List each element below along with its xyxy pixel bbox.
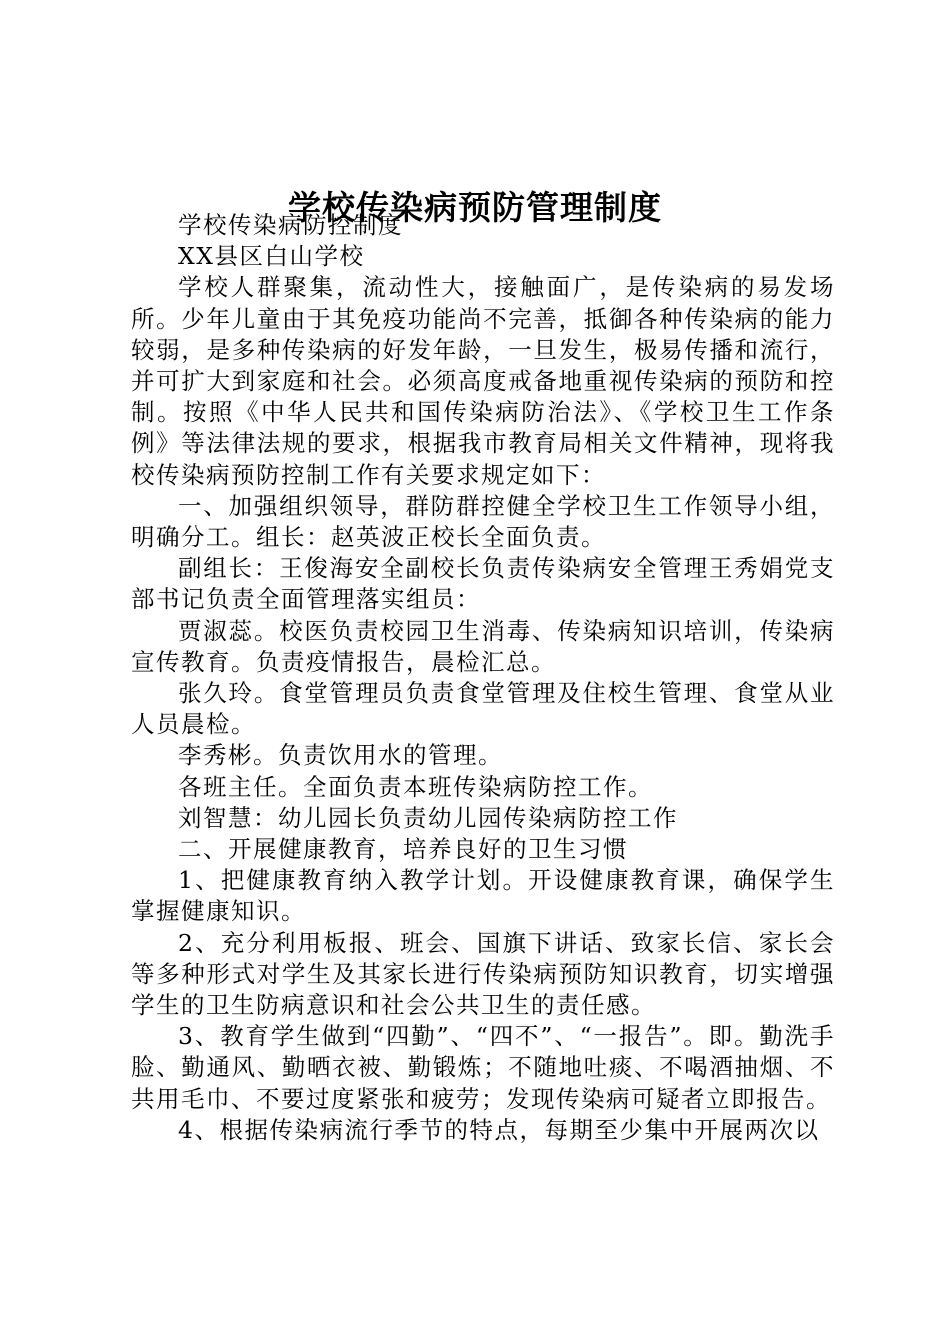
paragraph-intro: 学校人群聚集，流动性大，接触面广，是传染病的易发场所。少年儿童由于其免疫功能尚不完善，抵御各种传染病的能力较弱，是多种传染病的好发年龄，一旦发生，极易传播和流行，并可扩大到家庭和社会。必须高度戒备地重视传染病的预防和控制。按照《中华人民共和国传染病防治法》、《学校卫生工作条例》等法律法规的要求，根据我市教育局相关文件精神，现将我校传染病预防控制工作有关要求规定如下： bbox=[131, 273, 835, 489]
paragraph-deputy-leaders: 副组长：王俊海安全副校长负责传染病安全管理王秀娟党支部书记负责全面管理落实组员： bbox=[131, 554, 835, 614]
document-body bbox=[131, 210, 835, 1146]
paragraph-item-4: 4、根据传染病流行季节的特点，每期至少集中开展两次以 bbox=[178, 1115, 820, 1144]
paragraph-section-one: 一、加强组织领导，群防群控健全学校卫生工作领导小组，明确分工。组长：赵英波正校长全面负责。 bbox=[131, 491, 835, 552]
paragraph-school-name: XX县区白山学校 bbox=[178, 242, 365, 271]
paragraph-section-two: 二、开展健康教育，培养良好的卫生习惯 bbox=[178, 835, 628, 864]
paragraph-item-1: 1、把健康教育纳入教学计划。开设健康教育课，确保学生掌握健康知识。 bbox=[131, 866, 835, 926]
paragraph-member-water: 李秀彬。负责饮用水的管理。 bbox=[178, 741, 503, 770]
paragraph-class-teachers: 各班主任。全面负责本班传染病防控工作。 bbox=[178, 772, 653, 801]
paragraph-member-canteen: 张久玲。食堂管理员负责食堂管理及住校生管理、食堂从业人员晨检。 bbox=[131, 679, 835, 739]
paragraph-item-3: 3、教育学生做到“四勤”、“四不”、“一报告”。即。勤洗手脸、勤通风、勤晒衣被、勤锻炼；不随地吐痰、不喝酒抽烟、不共用毛巾、不要过度紧张和疲劳；发现传染病可疑者立即报告。 bbox=[131, 1022, 835, 1113]
paragraph-subtitle: 学校传染病防控制度 bbox=[178, 211, 403, 239]
paragraph-item-2: 2、充分利用板报、班会、国旗下讲话、致家长信、家长会等多种形式对学生及其家长进行传染病预防知识教育，切实增强学生的卫生防病意识和社会公共卫生的责任感。 bbox=[131, 928, 835, 1020]
document-title: 学校传染病预防管理制度 bbox=[288, 188, 662, 227]
paragraph-kindergarten: 刘智慧：幼儿园长负责幼儿园传染病防控工作 bbox=[178, 803, 678, 832]
paragraph-member-doctor: 贾淑蕊。校医负责校园卫生消毒、传染病知识培训，传染病宣传教育。负责疫情报告，晨检汇总。 bbox=[131, 616, 835, 676]
